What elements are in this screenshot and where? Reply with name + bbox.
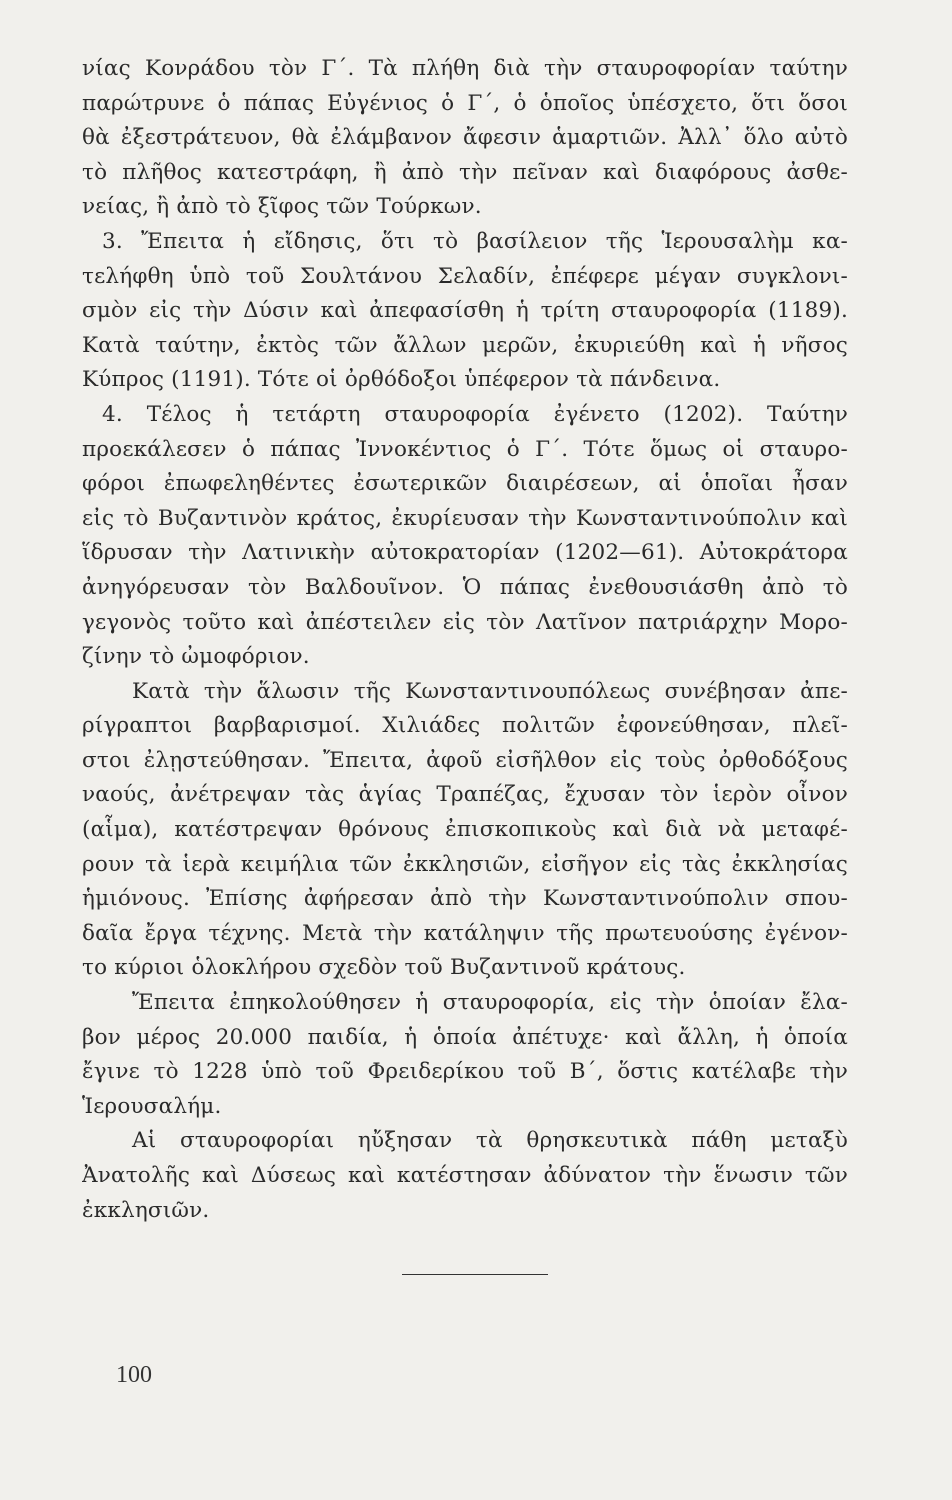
text-line: ἀνηγόρευσαν τὸν Βαλδουῖνον. Ὁ πάπας ἐνεθουσιάσθη ἀπὸ τὸ (82, 574, 848, 600)
text-line: τελήφθη ὑπὸ τοῦ Σουλτάνου Σελαδίν, ἐπέφερε μέγαν συγκλονι- (82, 263, 848, 289)
text-line: Κύπρος (1191). Τότε οἱ ὀρθόδοξοι ὑπέφερον τὰ πάνδεινα. (82, 367, 721, 393)
text-line: Αἱ σταυροφορίαι ηὔξησαν τὰ θρησκευτικὰ πάθη μεταξὺ (132, 1128, 848, 1154)
text-line: 3. Ἔπειτα ἡ εἴδησις, ὅτι τὸ βασίλειον τῆς Ἱερουσαλὴμ κα- (102, 228, 848, 254)
body-text (82, 52, 848, 1228)
text-line: Ἱερουσαλήμ. (82, 1093, 222, 1119)
page-number: 100 (116, 1362, 152, 1388)
text-line: προεκάλεσεν ὁ πάπας Ἰννοκέντιος ὁ Γ΄. Τότε ὅμως οἱ σταυρο- (82, 436, 848, 462)
text-line: ρίγραπτοι βαρβαρισμοί. Χιλιάδες πολιτῶν ἐφονεύθησαν, πλεῖ- (82, 713, 848, 739)
text-line: τὸ πλῆθος κατεστράφη, ἢ ἀπὸ τὴν πεῖναν καὶ διαφόρους ἀσθε- (82, 159, 848, 185)
text-line: γεγονὸς τοῦτο καὶ ἀπέστειλεν εἰς τὸν Λατῖνον πατριάρχην Μορο- (82, 609, 848, 635)
text-line: ζίνην τὸ ὠμοφόριον. (82, 644, 310, 670)
text-line: Κατὰ τὴν ἅλωσιν τῆς Κωνσταντινουπόλεως συνέβησαν ἀπε- (132, 678, 848, 704)
text-line: ρουν τὰ ἱερὰ κειμήλια τῶν ἐκκλησιῶν, εἰσῆγον εἰς τὰς ἐκκλησίας (82, 851, 848, 877)
text-line: παρώτρυνε ὁ πάπας Εὐγένιος ὁ Γ΄, ὁ ὁποῖος ὑπέσχετο, ὅτι ὅσοι (82, 90, 848, 116)
text-line: Ἔπειτα ἐπηκολούθησεν ἡ σταυροφορία, εἰς τὴν ὁποίαν ἔλα- (132, 990, 848, 1016)
text-line: νίας Κονράδου τὸν Γ΄. Τὰ πλήθη διὰ τὴν σταυροφορίαν ταύτην (82, 56, 848, 81)
text-line: ἡμιόνους. Ἐπίσης ἀφήρεσαν ἀπὸ τὴν Κωνσταντινούπολιν σπου- (82, 886, 848, 912)
text-line: φόροι ἐπωφεληθέντες ἐσωτερικῶν διαιρέσεων, αἱ ὁποῖαι ἦσαν (82, 471, 848, 497)
text-line: ἐκκλησιῶν. (82, 1197, 210, 1223)
text-line: σμὸν εἰς τὴν Δύσιν καὶ ἀπεφασίσθη ἡ τρίτη σταυροφορία (1189). (82, 298, 848, 324)
text-line: δαῖα ἔργα τέχνης. Μετὰ τὴν κατάληψιν τῆς πρωτευούσης ἐγένον- (82, 920, 848, 946)
text-line: νείας, ἢ ἀπὸ τὸ ξῖφος τῶν Τούρκων. (82, 194, 482, 220)
text-line: ἵδρυσαν τὴν Λατινικὴν αὐτοκρατορίαν (1202—61). Αὐτοκράτορα (82, 540, 848, 566)
section-divider (402, 1274, 548, 1275)
text-line: Ἀνατολῆς καὶ Δύσεως καὶ κατέστησαν ἀδύνατον τὴν ἕνωσιν τῶν (82, 1163, 848, 1188)
text-line: (αἷμα), κατέστρεψαν θρόνους ἐπισκοπικοὺς καὶ διὰ νὰ μεταφέ- (82, 817, 848, 843)
text-line: Κατὰ ταύτην, ἐκτὸς τῶν ἄλλων μερῶν, ἐκυριεύθη καὶ ἡ νῆσος (82, 332, 848, 358)
text-line: το κύριοι ὁλοκλήρου σχεδὸν τοῦ Βυζαντινοῦ κράτους. (82, 955, 686, 981)
text-line: στοι ἐλῃστεύθησαν. Ἔπειτα, ἀφοῦ εἰσῆλθον εἰς τοὺς ὀρθοδόξους (82, 747, 848, 773)
text-line: βον μέρος 20.000 παιδία, ἡ ὁποία ἀπέτυχε· καὶ ἄλλη, ἡ ὁποία (82, 1024, 848, 1050)
text-line: ναούς, ἀνέτρεψαν τὰς ἁγίας Τραπέζας, ἔχυσαν τὸν ἱερὸν οἶνον (82, 782, 848, 808)
text-line: 4. Τέλος ἡ τετάρτη σταυροφορία ἐγένετο (1202). Ταύτην (102, 401, 848, 427)
text-line: εἰς τὸ Βυζαντινὸν κράτος, ἐκυρίευσαν τὴν Κωνσταντινούπολιν καὶ (82, 505, 848, 531)
text-line: θὰ ἐξεστράτευον, θὰ ἐλάμβανον ἄφεσιν ἁμαρτιῶν. Ἀλλ᾿ ὅλο αὐτὸ (82, 125, 848, 151)
text-line: ἔγινε τὸ 1228 ὑπὸ τοῦ Φρειδερίκου τοῦ Β΄, ὅστις κατέλαβε τὴν (82, 1059, 848, 1085)
